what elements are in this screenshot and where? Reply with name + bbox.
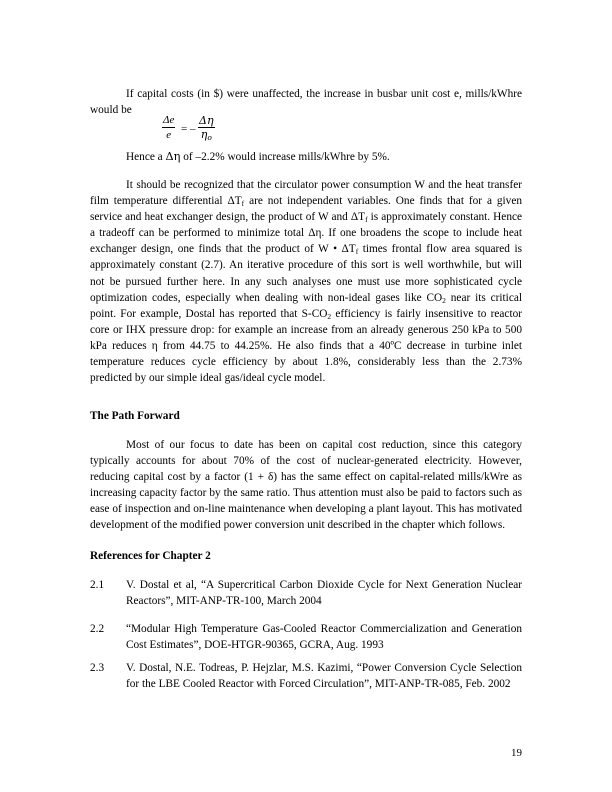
- reference-item: [90, 621, 522, 655]
- efficiency-cost-equation: [162, 114, 282, 150]
- reference-text: “Modular High Temperature Gas-Cooled Reactor Commercialization and Generation Cost Estimates”, DOE-HTGR-90365, GCRA, Aug. 1993: [126, 623, 522, 651]
- paragraph-capital-costs: [90, 86, 522, 118]
- equation-lhs-numerator: Δe: [163, 114, 175, 126]
- equation-rhs-numerator: Δη: [199, 114, 214, 127]
- paragraph-path-forward: Most of our focus to date has been on capital cost reduction, since this category typically accounts for about 70% of the cost of nuclear-generated electricity. However, reducing capital cost by a factor (1 + δ) has the same effect on capital-related mills/kWre as increasing capacity factor by the same ratio. Thus attention must also be paid to factors such as ease of inspection and on-line maintenance when developing a plant layout. This has motivated development of the modified power conversion unit described in the chapter which follows.: [90, 439, 522, 532]
- paragraph-hence: Hence a Δη of –2.2% would increase mills/kWhre by 5%.: [126, 150, 390, 163]
- paragraph-capital-costs-text: If capital costs (in $) were unaffected, the increase in busbar unit cost e, mills/kWhre would be: [90, 88, 522, 117]
- equation-lhs-denominator: e: [166, 129, 172, 141]
- equation-lhs-fraction: [162, 114, 175, 142]
- reference-item: [90, 660, 522, 710]
- reference-number: 2.1: [90, 579, 105, 591]
- paragraph-circulator-power: It should be recognized that the circulator power consumption W and the heat transfer film temperature differential $\Delta T_f$ are not independent variables. One finds that for a given service and heat exchanger design, the product of W and $\Delta T_f$ is approximately constant. Hence a tradeoff can be performed to minimize total Δη. If one broadens the scope to include heat exchanger design, one finds that the product of W • $\Delta T_f$ times frontal flow area squared is approximately constant (2.7). An iterative procedure of this sort is well worthwhile, but will not be pursued further here. In any such analyses one must use more sophisticated cycle optimization codes, especially when dealing with non-ideal gases like $CO_2$ near its critical point. For example, Dostal has reported that $S-CO_2$ efficiency is fairly insensitive to reactor core or IHX pressure drop: for example an increase from an already generous 250 kPa to 500 kPa reduces η from 44.75 to 44.25%. He also finds that a 40ºC decrease in turbine inlet temperature reduces cycle efficiency by about 1.8%, considerably less than the 2.73% predicted by our simple ideal gas/ideal cycle model.: [90, 179, 522, 385]
- equation-rhs-fraction: [198, 114, 215, 142]
- equation-rhs-denominator: $\eta_o$: [200, 128, 212, 142]
- equation-minus: –: [190, 123, 196, 135]
- heading-references: References for Chapter 2: [90, 550, 211, 562]
- reference-text: V. Dostal, N.E. Todreas, P. Hejzlar, M.S. Kazimi, “Power Conversion Cycle Selection for the LBE Cooled Reactor with Forced Circulation”, MIT-ANP-TR-085, Feb. 2002: [126, 662, 522, 690]
- reference-text: V. Dostal et al, “A Supercritical Carbon Dioxide Cycle for Next Generation Nuclear Reactors”, MIT-ANP-TR-100, March 2004: [126, 579, 522, 607]
- reference-number: 2.2: [90, 623, 105, 635]
- equation-equals: =: [181, 123, 188, 135]
- page-number: 19: [511, 747, 522, 759]
- reference-item: [90, 577, 522, 611]
- reference-number: 2.3: [90, 662, 105, 674]
- heading-path-forward: The Path Forward: [90, 410, 180, 422]
